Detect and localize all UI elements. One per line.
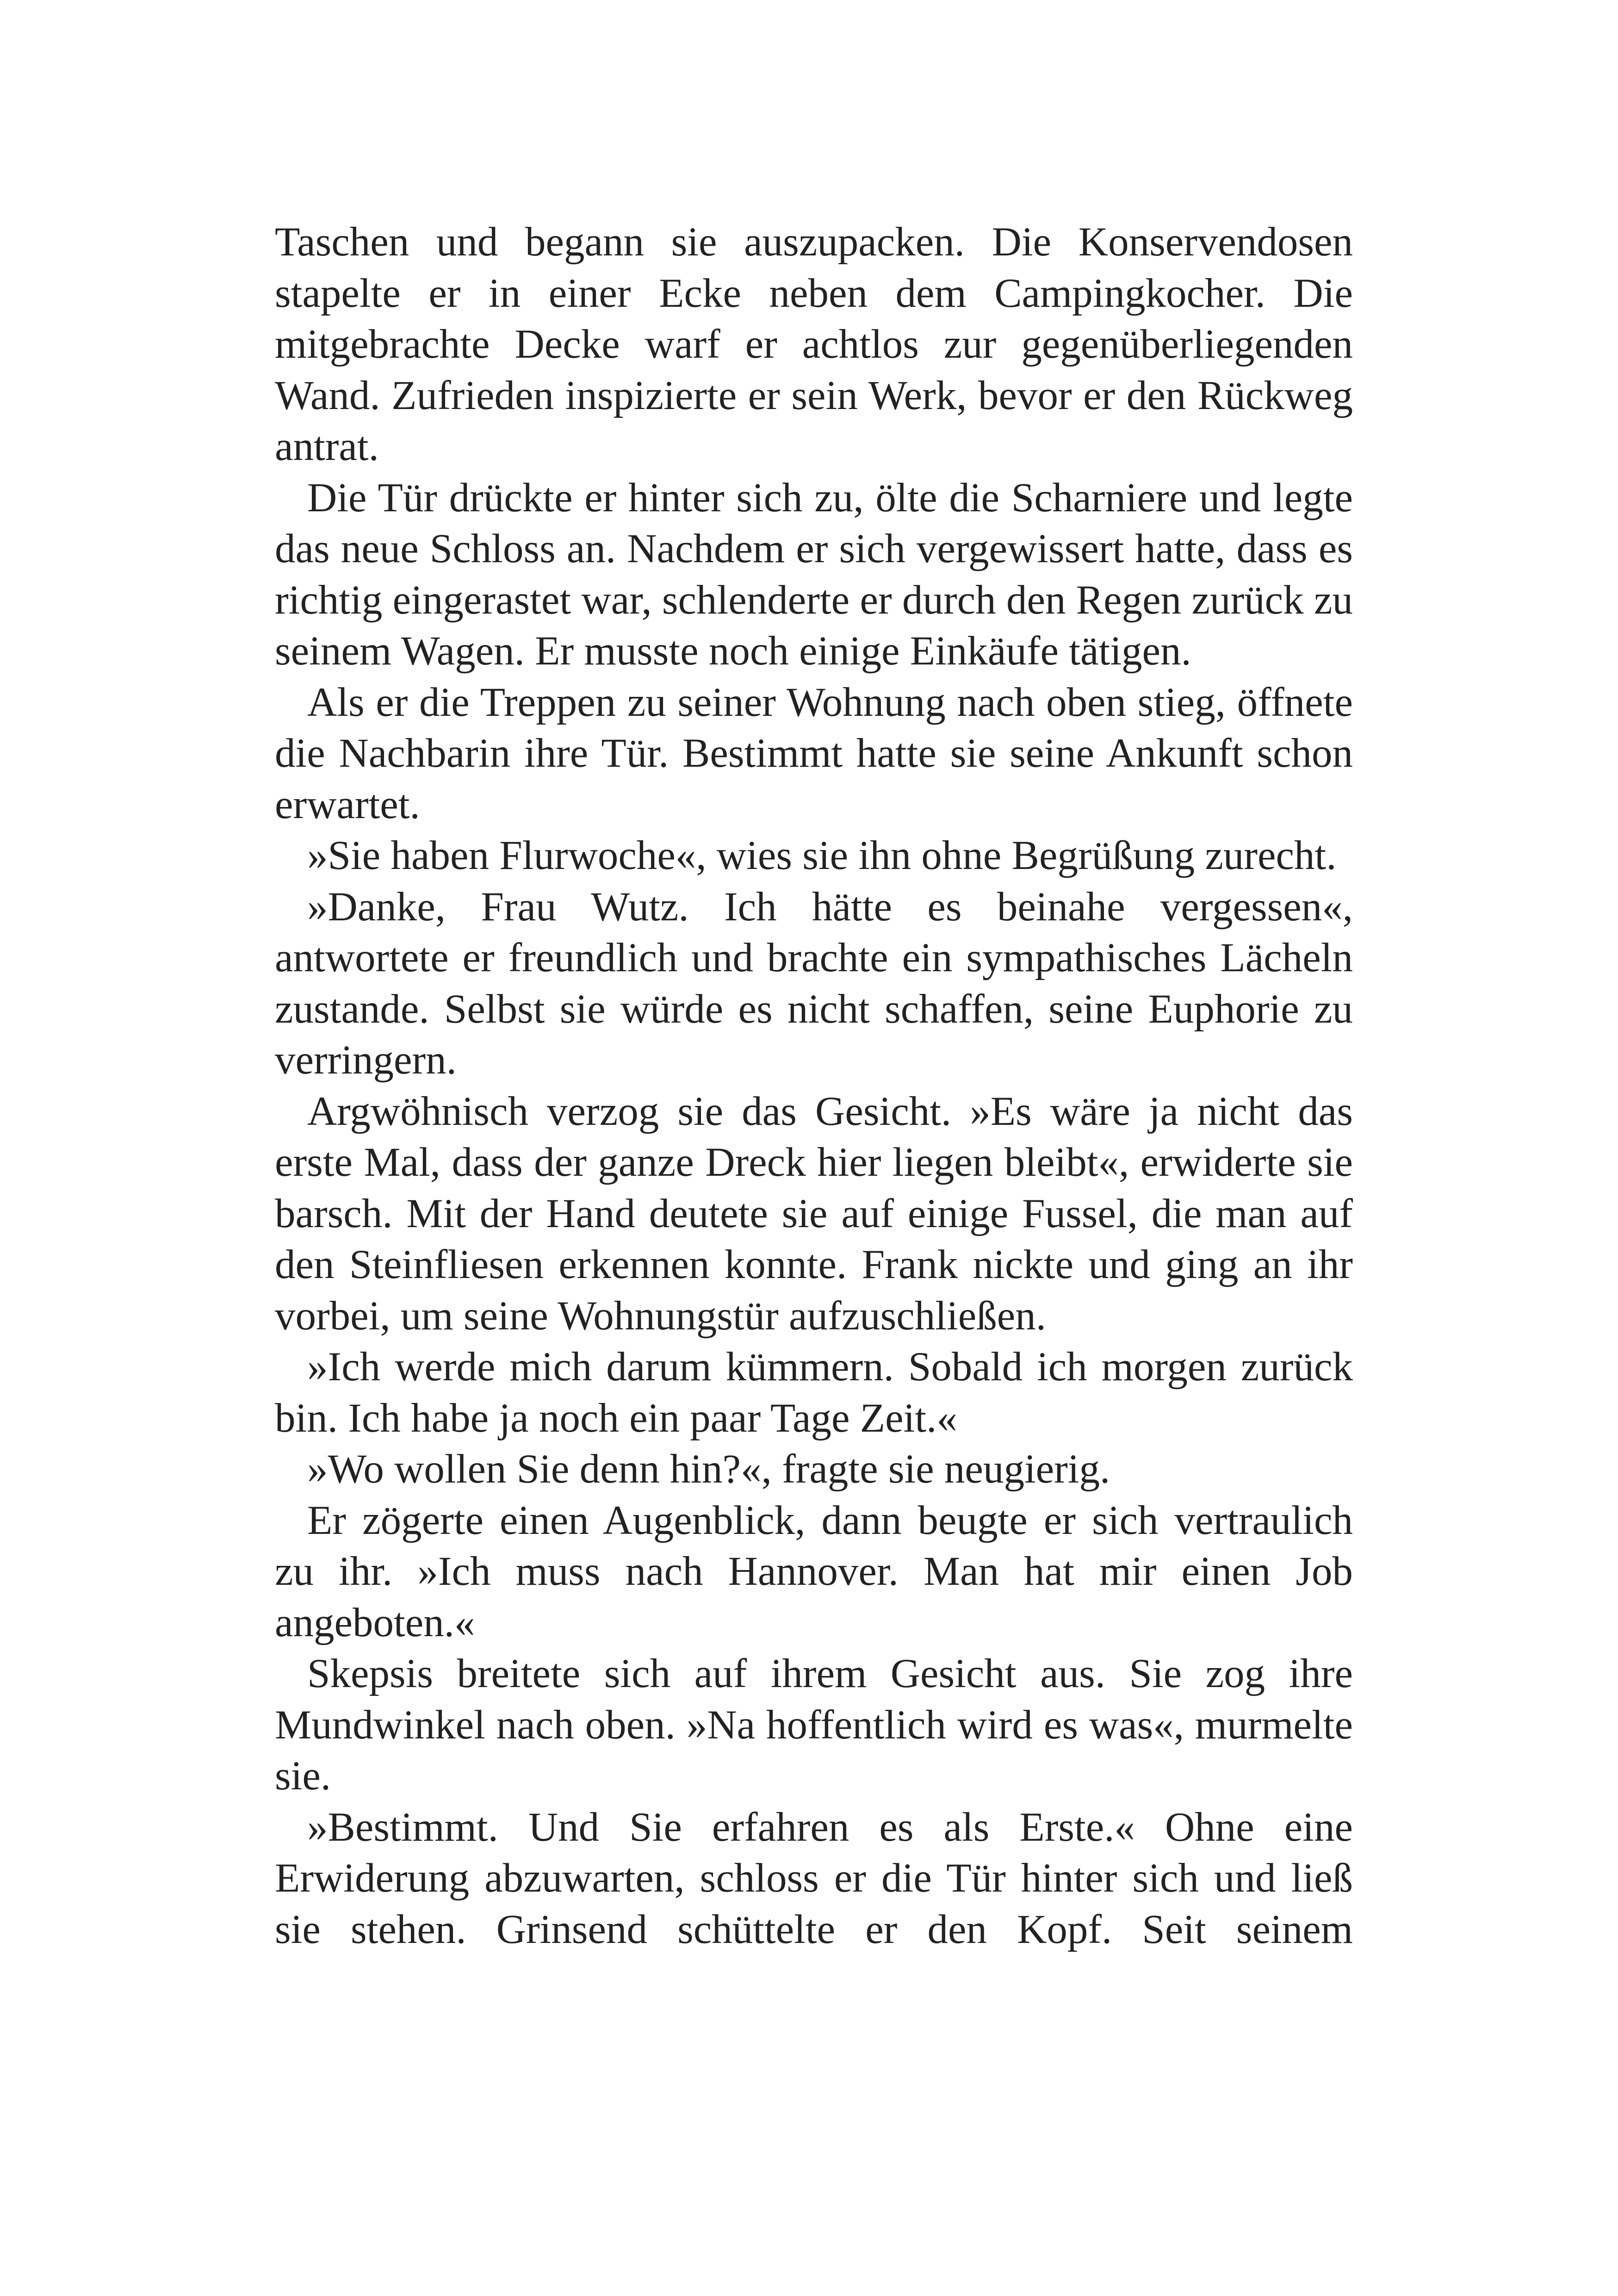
paragraph: »Bestimmt. Und Sie erfahren es als Erste.« Ohne eine Erwiderung abzuwarten, schloss er die Tür hinter sich und ließ sie stehen. Grinsend schüttelte er den Kopf. Seit seinem [275, 1804, 1353, 1952]
paragraph: »Ich werde mich darum kümmern. Sobald ich morgen zurück bin. Ich habe ja noch ein paar Tage Zeit.« [275, 1344, 1353, 1441]
paragraph: Als er die Treppen zu seiner Wohnung nach oben stieg, öffnete die Nachbarin ihre Tür. Bestimmt hatte sie seine Ankunft schon erwartet. [275, 679, 1353, 827]
paragraph: Er zögerte einen Augenblick, dann beugte er sich vertraulich zu ihr. »Ich muss nach Hannover. Man hat mir einen Job angeboten.« [275, 1497, 1353, 1645]
body-text [275, 217, 1353, 1955]
paragraph: Argwöhnisch verzog sie das Gesicht. »Es wäre ja nicht das erste Mal, dass der ganze Dreck hier liegen bleibt«, erwiderte sie barsch. Mit der Hand deutete sie auf einige Fussel, die man auf den Steinfliesen erkennen konnte. Frank nickte und ging an ihr vorbei, um seine Wohnungstür aufzuschließen. [275, 1088, 1353, 1339]
paragraph: »Danke, Frau Wutz. Ich hätte es beinahe vergessen«, antwortete er freundlich und brachte ein sympathisches Lächeln zustande. Selbst sie würde es nicht schaffen, seine Euphorie zu verringern. [275, 884, 1353, 1083]
paragraph: Die Tür drückte er hinter sich zu, ölte die Scharniere und legte das neue Schloss an. Nachdem er sich vergewissert hatte, dass es richtig eingerastet war, schlenderte er durch den Regen zurück zu seinem Wagen. Er musste noch einige Einkäufe tätigen. [275, 475, 1353, 674]
paragraph: »Sie haben Flurwoche«, wies sie ihn ohne Begrüßung zurecht. [307, 833, 1337, 878]
paragraph: Taschen und begann sie auszupacken. Die Konservendosen stapelte er in einer Ecke neben dem Campingkocher. Die mitgebrachte Decke warf er achtlos zur gegenüberliegenden Wand. Zufrieden inspizierte er sein Werk, bevor er den Rückweg antrat. [275, 219, 1353, 469]
paragraph: Skepsis breitete sich auf ihrem Gesicht aus. Sie zog ihre Mundwinkel nach oben. »Na hoffentlich wird es was«, murmelte sie. [275, 1651, 1353, 1799]
paragraph: »Wo wollen Sie denn hin?«, fragte sie neugierig. [307, 1446, 1110, 1492]
